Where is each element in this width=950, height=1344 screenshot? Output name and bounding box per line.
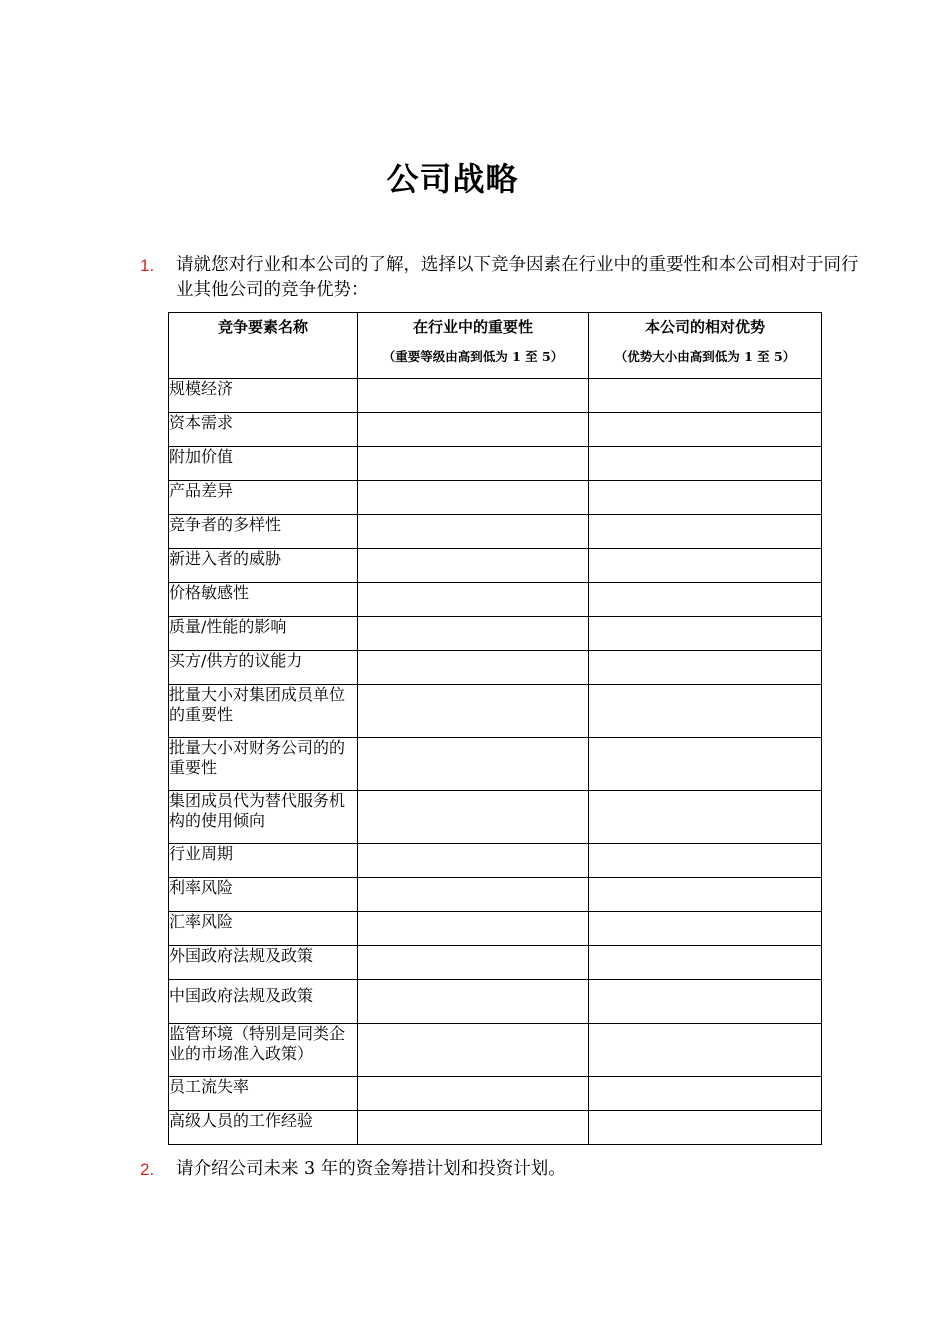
factor-cell: 竞争者的多样性 (169, 515, 358, 549)
question-2 (140, 1157, 860, 1182)
advantage-cell[interactable] (589, 738, 822, 791)
factor-cell: 规模经济 (169, 379, 358, 413)
factor-cell: 批量大小对财务公司的的重要性 (169, 738, 358, 791)
header-relative-advantage-title: 本公司的相对优势 (644, 318, 765, 336)
table-row (169, 583, 822, 617)
advantage-cell[interactable] (589, 413, 822, 447)
importance-cell[interactable] (358, 1077, 589, 1111)
importance-cell[interactable] (358, 651, 589, 685)
table-row (169, 738, 822, 791)
advantage-cell[interactable] (589, 617, 822, 651)
header-factor-name-title: 竞争要素名称 (217, 318, 308, 336)
table-row (169, 617, 822, 651)
factor-cell: 行业周期 (169, 844, 358, 878)
table-row (169, 791, 822, 844)
question-1-number: 1. (140, 256, 155, 275)
table-row (169, 481, 822, 515)
importance-cell[interactable] (358, 946, 589, 980)
question-1-text: 请就您对行业和本公司的了解，选择以下竞争因素在行业中的重要性和本公司相对于同行业其他公司的竞争优势： (176, 255, 859, 300)
table-row (169, 878, 822, 912)
header-factor-name (169, 313, 358, 379)
header-industry-importance-title: 在行业中的重要性 (412, 318, 533, 336)
table-header-row (169, 313, 822, 379)
table-row (169, 379, 822, 413)
table-row (169, 844, 822, 878)
question-1 (140, 253, 860, 303)
factor-cell: 员工流失率 (169, 1077, 358, 1111)
importance-cell[interactable] (358, 583, 589, 617)
table-row (169, 1024, 822, 1077)
header-relative-advantage-subtitle: （优势大小由高到低为 1 至 5） (614, 349, 796, 364)
importance-cell[interactable] (358, 1111, 589, 1145)
table-row (169, 1111, 822, 1145)
factor-cell: 附加价值 (169, 447, 358, 481)
table-row (169, 447, 822, 481)
advantage-cell[interactable] (589, 549, 822, 583)
factor-cell: 外国政府法规及政策 (169, 946, 358, 980)
factor-cell: 产品差异 (169, 481, 358, 515)
advantage-cell[interactable] (589, 844, 822, 878)
importance-cell[interactable] (358, 617, 589, 651)
importance-cell[interactable] (358, 515, 589, 549)
advantage-cell[interactable] (589, 980, 822, 1024)
importance-cell[interactable] (358, 549, 589, 583)
question-2-number: 2. (140, 1160, 155, 1179)
importance-cell[interactable] (358, 791, 589, 844)
importance-cell[interactable] (358, 844, 589, 878)
table-row (169, 685, 822, 738)
competitive-factors-table (168, 312, 822, 1145)
header-industry-importance-subtitle: （重要等级由高到低为 1 至 5） (382, 349, 564, 364)
factor-cell: 买方/供方的议能力 (169, 651, 358, 685)
question-2-text: 请介绍公司未来 3 年的资金筹措计划和投资计划。 (176, 1159, 566, 1179)
factor-cell: 批量大小对集团成员单位的重要性 (169, 685, 358, 738)
advantage-cell[interactable] (589, 583, 822, 617)
table-row (169, 1077, 822, 1111)
table-row (169, 549, 822, 583)
advantage-cell[interactable] (589, 685, 822, 738)
factor-cell: 新进入者的威胁 (169, 549, 358, 583)
factor-cell: 质量/性能的影响 (169, 617, 358, 651)
factor-cell: 集团成员代为替代服务机构的使用倾向 (169, 791, 358, 844)
table-row (169, 515, 822, 549)
importance-cell[interactable] (358, 379, 589, 413)
factor-cell: 高级人员的工作经验 (169, 1111, 358, 1145)
importance-cell[interactable] (358, 685, 589, 738)
page-title: 公司战略 (386, 160, 519, 198)
factor-cell: 汇率风险 (169, 912, 358, 946)
advantage-cell[interactable] (589, 791, 822, 844)
table-row (169, 946, 822, 980)
factor-cell: 资本需求 (169, 413, 358, 447)
advantage-cell[interactable] (589, 1111, 822, 1145)
advantage-cell[interactable] (589, 447, 822, 481)
table-row (169, 912, 822, 946)
advantage-cell[interactable] (589, 481, 822, 515)
factor-cell: 监管环境（特别是同类企业的市场准入政策） (169, 1024, 358, 1077)
advantage-cell[interactable] (589, 912, 822, 946)
advantage-cell[interactable] (589, 878, 822, 912)
advantage-cell[interactable] (589, 379, 822, 413)
table-row (169, 980, 822, 1024)
header-relative-advantage (589, 313, 822, 379)
header-industry-importance (358, 313, 589, 379)
importance-cell[interactable] (358, 738, 589, 791)
importance-cell[interactable] (358, 447, 589, 481)
importance-cell[interactable] (358, 1024, 589, 1077)
importance-cell[interactable] (358, 912, 589, 946)
importance-cell[interactable] (358, 481, 589, 515)
advantage-cell[interactable] (589, 1024, 822, 1077)
importance-cell[interactable] (358, 980, 589, 1024)
advantage-cell[interactable] (589, 946, 822, 980)
advantage-cell[interactable] (589, 651, 822, 685)
advantage-cell[interactable] (589, 515, 822, 549)
factor-cell: 中国政府法规及政策 (169, 980, 358, 1024)
advantage-cell[interactable] (589, 1077, 822, 1111)
factor-cell: 价格敏感性 (169, 583, 358, 617)
importance-cell[interactable] (358, 878, 589, 912)
table-row (169, 651, 822, 685)
importance-cell[interactable] (358, 413, 589, 447)
table-row (169, 413, 822, 447)
factor-cell: 利率风险 (169, 878, 358, 912)
